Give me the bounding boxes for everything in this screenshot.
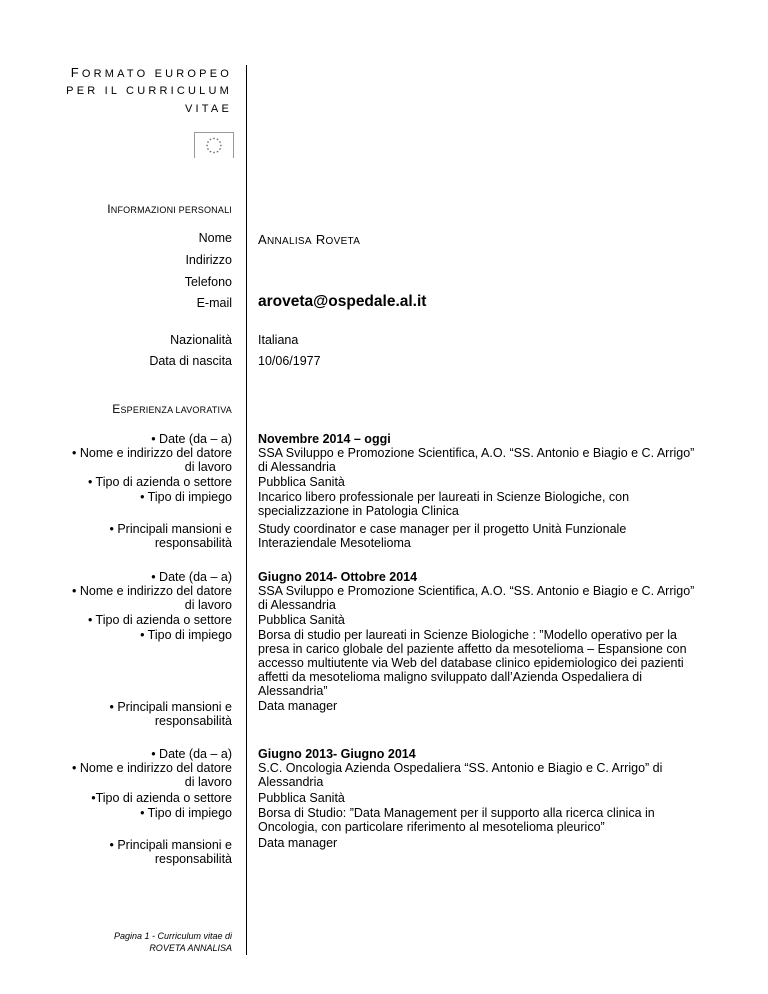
entry-2-sector: Pubblica Sanità [258,613,345,627]
label-job-type: • Tipo di impiego [140,628,232,642]
entry-1-date: Novembre 2014 – oggi [258,432,391,446]
entry-2-job: Borsa di studio per laureati in Scienze Biologiche : ”Modello operativo per la presa in carico globale del paziente affetto da mesotelioma – Espansione con accesso multiutente via Web del database clinico epidemiologico dei pazienti affetti da mesotelioma maligno sviluppato dall’Azienda Ospedaliera di Alessandria” [258,628,687,698]
birthdate-value: 10/06/1977 [258,354,321,368]
page-footer: Pagina 1 - Curriculum vitae di ROVETA ANNALISA [113,931,232,953]
label-data-nascita: Data di nascita [149,354,232,368]
cv-title-line-1: FORMATO EUROPEO [70,65,232,80]
entry-3-employer: S.C. Oncologia Azienda Ospedaliera “SS. Antonio e Biagio e C. Arrigo” di Alessandria [258,761,663,789]
label-date: • Date (da – a) [151,747,232,761]
section-personal-info: INFORMAZIONI PERSONALI [107,202,232,216]
label-employer: • Nome e indirizzo del datore di lavoro [71,761,232,789]
entry-3-date: Giugno 2013- Giugno 2014 [258,747,416,761]
entry-2-duties: Data manager [258,699,338,713]
label-duties: • Principali mansioni e responsabilità [109,838,232,866]
label-nazionalita: Nazionalità [170,333,232,347]
email-value: aroveta@ospedale.al.it [258,293,427,310]
label-nome: Nome [198,231,232,245]
entry-1-duties: Study coordinator e case manager per il progetto Unità Funzionale Interaziendale Mesotelioma [258,522,627,550]
section-work-experience: ESPERIENZA LAVORATIVA [112,402,232,416]
entry-1-job: Incarico libero professionale per laureati in Scienze Biologiche, con specializzazione in Patologia Clinica [258,490,630,518]
label-sector: •Tipo di azienda o settore [91,791,232,805]
entry-2-employer: SSA Sviluppo e Promozione Scientifica, A.O. “SS. Antonio e Biagio e C. Arrigo” di Alessandria [258,584,695,612]
nationality-value: Italiana [258,333,299,347]
eu-flag-icon [194,132,234,158]
label-indirizzo: Indirizzo [185,253,232,267]
label-employer: • Nome e indirizzo del datore di lavoro [71,446,232,474]
label-date: • Date (da – a) [151,570,232,584]
person-name: ANNALISA ROVETA [258,232,361,247]
column-divider [246,65,247,955]
cv-title-line-3: VITAE [185,103,232,115]
entry-2-date: Giugno 2014- Ottobre 2014 [258,570,418,584]
label-employer: • Nome e indirizzo del datore di lavoro [71,584,232,612]
label-sector: • Tipo di azienda o settore [87,475,232,489]
label-date: • Date (da – a) [151,432,232,446]
cv-title-line-2: PER IL CURRICULUM [66,85,232,97]
entry-3-job: Borsa di Studio: ”Data Management per il supporto alla ricerca clinica in Oncologia, con particolare riferimento al mesotelioma pleurico” [258,806,655,834]
label-sector: • Tipo di azienda o settore [87,613,232,627]
label-telefono: Telefono [184,275,232,289]
label-duties: • Principali mansioni e responsabilità [109,522,232,550]
entry-3-sector: Pubblica Sanità [258,791,345,805]
entry-3-duties: Data manager [258,836,338,850]
label-duties: • Principali mansioni e responsabilità [109,700,232,728]
entry-1-sector: Pubblica Sanità [258,475,345,489]
label-job-type: • Tipo di impiego [140,490,232,504]
label-job-type: • Tipo di impiego [140,806,232,820]
label-email: E-mail [196,296,232,310]
entry-1-employer: SSA Sviluppo e Promozione Scientifica, A.O. “SS. Antonio e Biagio e C. Arrigo” di Alessandria [258,446,695,474]
